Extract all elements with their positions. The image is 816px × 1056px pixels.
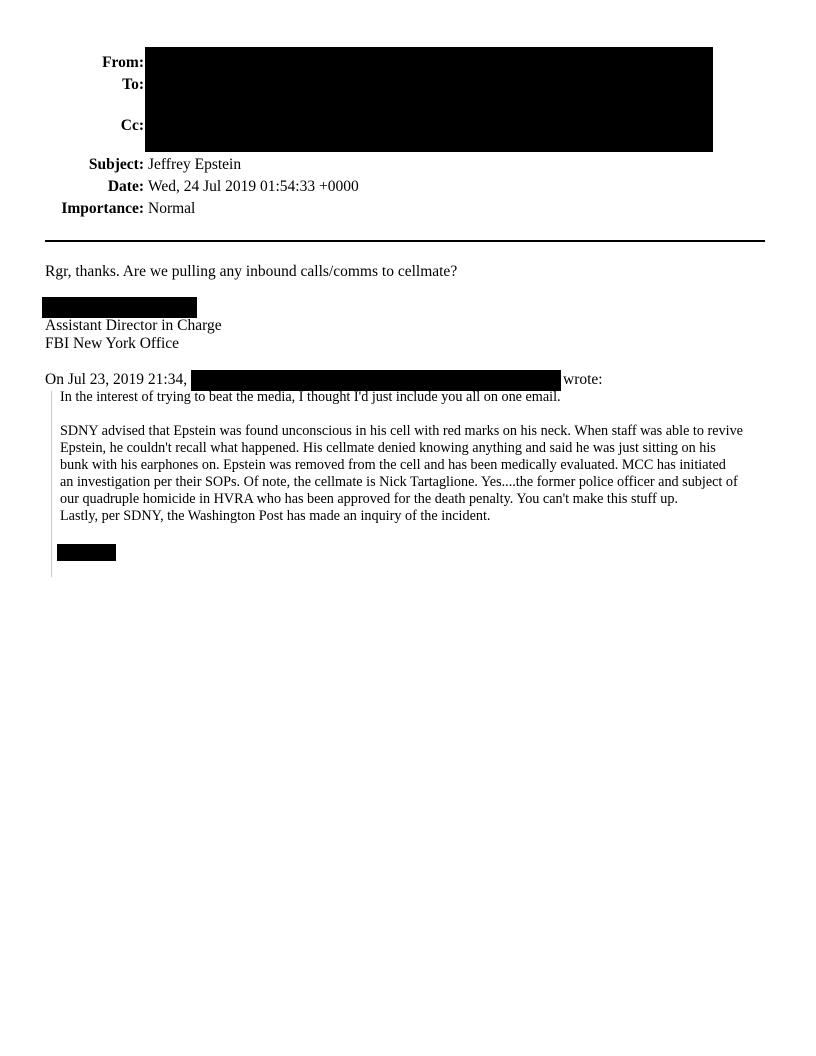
quoted-line: an investigation per their SOPs. Of note, the cellmate is Nick Tartaglione. Yes....the former police officer and subject of — [60, 474, 738, 490]
recipients-redaction — [145, 47, 713, 152]
quote-bar — [51, 391, 52, 577]
signature-title: Assistant Director in Charge — [45, 317, 222, 334]
signature-office: FBI New York Office — [45, 335, 180, 352]
importance-value: Normal — [148, 200, 196, 217]
quoted-line: In the interest of trying to beat the media, I thought I'd just include you all on one email. — [60, 389, 561, 405]
to-label: To: — [122, 76, 144, 93]
sender-name-redaction — [42, 297, 197, 318]
importance-label: Importance: — [61, 200, 144, 217]
message-body: Rgr, thanks. Are we pulling any inbound calls/comms to cellmate? — [45, 263, 458, 280]
quoted-line: Lastly, per SDNY, the Washington Post has made an inquiry of the incident. — [60, 508, 491, 524]
from-label: From: — [102, 54, 144, 71]
reply-sender-redaction — [191, 370, 561, 391]
quoted-signature-redaction — [57, 544, 116, 561]
date-value: Wed, 24 Jul 2019 01:54:33 +0000 — [148, 178, 359, 195]
quoted-line: our quadruple homicide in HVRA who has been approved for the death penalty. You can't make this stuff up. — [60, 491, 679, 507]
header-divider — [45, 240, 765, 242]
subject-label: Subject: — [88, 156, 144, 173]
cc-label: Cc: — [120, 117, 144, 134]
reply-attribution-prefix: On Jul 23, 2019 21:34, — [45, 371, 188, 388]
subject-value: Jeffrey Epstein — [148, 156, 242, 173]
quoted-line: Epstein, he couldn't recall what happened. His cellmate denied knowing anything and said he was just sitting on his — [60, 440, 716, 456]
date-label: Date: — [107, 178, 144, 195]
quoted-line: bunk with his earphones on. Epstein was removed from the cell and has been medically evaluated. MCC has initiated — [60, 457, 726, 473]
quoted-line: SDNY advised that Epstein was found unconscious in his cell with red marks on his neck. When staff was able to revive — [60, 423, 743, 439]
reply-attribution-suffix: wrote: — [563, 371, 603, 388]
